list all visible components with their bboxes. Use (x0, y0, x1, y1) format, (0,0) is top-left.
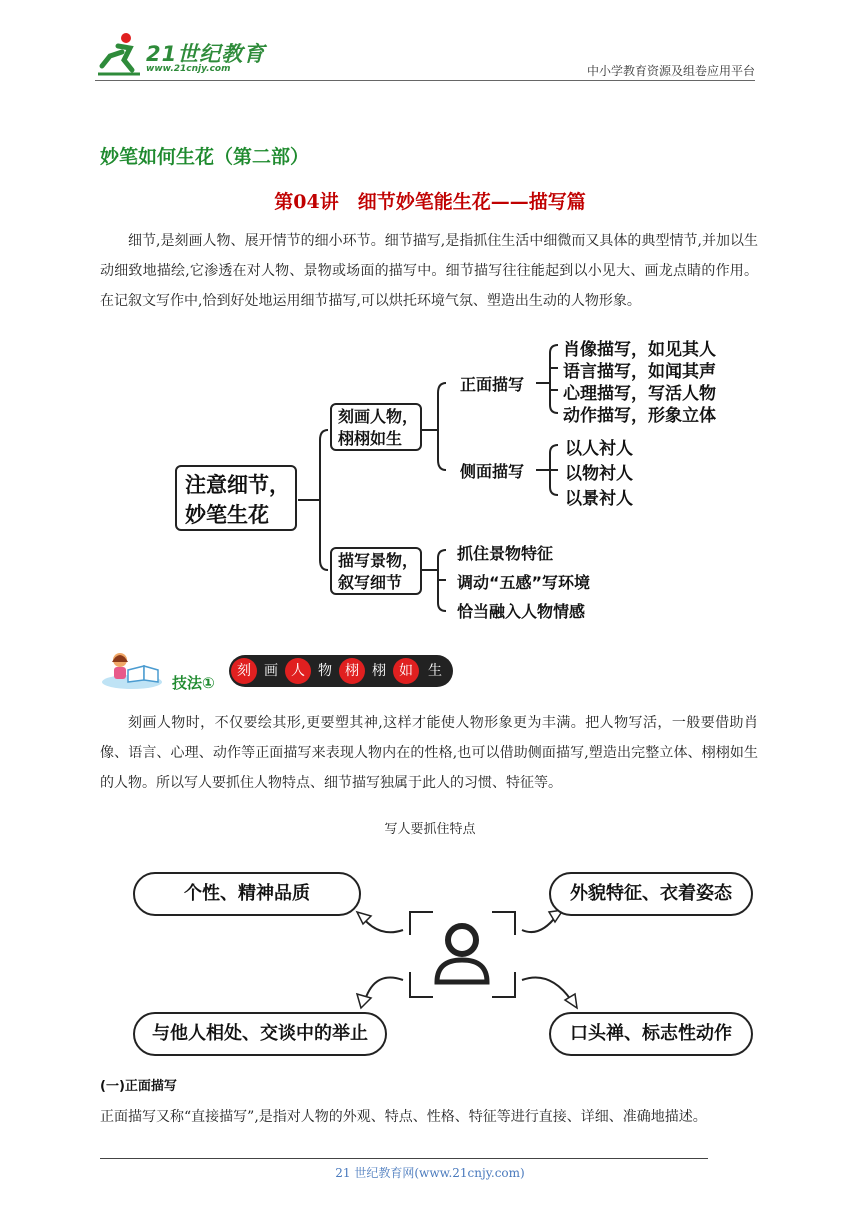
mindmap-branch-scene: 描写景物， 叙写细节 (330, 547, 422, 595)
mindmap-front: 正面描写 (460, 375, 525, 394)
mindmap-scene-item: 抓住景物特征 (457, 544, 554, 563)
lesson-title: 第04讲 细节妙笔能生花——描写篇 (274, 191, 586, 213)
technique-char: 栩 (366, 658, 392, 684)
technique-char: 画 (258, 658, 284, 684)
mindmap-detail (170, 335, 770, 625)
mindmap-scene-item: 调动“五感”写环境 (457, 573, 591, 592)
technique-char: 刻 (231, 658, 257, 684)
section-heading: (一)正面描写 (100, 1079, 177, 1094)
mindmap-side-item: 以景衬人 (565, 489, 633, 509)
mindmap-side-item: 以物衬人 (565, 464, 633, 484)
technique-char: 如 (393, 658, 419, 684)
character-traits-diagram (125, 860, 760, 1060)
technique-char: 生 (422, 658, 448, 684)
trait-catchphrase: 口头禅、标志性动作 (549, 1012, 753, 1056)
mindmap-front-item: 心理描写，写活人物 (563, 384, 716, 404)
trait-appearance: 外貌特征、衣着姿态 (549, 872, 753, 916)
header-divider (95, 80, 755, 81)
part-title: 妙笔如何生花（第二部） (100, 146, 310, 168)
figure-caption: 写人要抓住特点 (384, 822, 476, 837)
logo-text: 21世纪教育 (146, 42, 266, 66)
mindmap-side: 侧面描写 (460, 462, 525, 481)
logo-url: www.21cnjy.com (146, 64, 231, 74)
site-logo (96, 30, 266, 80)
mindmap-front-item: 动作描写，形象立体 (563, 406, 716, 426)
technique-char: 栩 (339, 658, 365, 684)
mindmap-front-item: 肖像描写，如见其人 (563, 340, 716, 360)
mindmap-branch-people: 刻画人物， 栩栩如生 (330, 403, 422, 451)
mindmap-front-item: 语言描写，如闻其声 (563, 362, 716, 382)
footer-text: 21 世纪教育网(www.21cnjy.com) (335, 1166, 525, 1180)
mindmap-scene-item: 恰当融入人物情感 (457, 602, 586, 621)
trait-interaction: 与他人相处、交谈中的举止 (133, 1012, 387, 1056)
technique-char: 人 (285, 658, 311, 684)
header-platform-text: 中小学教育资源及组卷应用平台 (586, 64, 755, 78)
technique-char: 物 (312, 658, 338, 684)
reading-girl-icon (100, 650, 165, 690)
technique-paragraph: 刻画人物时，不仅要绘其形,更要塑其神,这样才能使人物形象更为丰满。把人物写活，一般要借助肖像、语言、心理、动作等正面描写来表现人物内在的性格,也可以借助侧面描写,塑造出完整立体、栩栩如生的人物。所以写人要抓住人物特点、细节描写独属于此人的习惯、特征等。 (100, 715, 758, 791)
mindmap-root: 注意细节， 妙笔生花 (175, 465, 297, 531)
technique-label: 技法① (172, 674, 215, 692)
runner-logo-icon (96, 30, 146, 78)
mindmap-side-item: 以人衬人 (565, 439, 633, 459)
trait-personality: 个性、精神品质 (133, 872, 361, 916)
section-paragraph: 正面描写又称“直接描写”,是指对人物的外观、特点、性格、特征等进行直接、详细、准确地描述。 (100, 1109, 707, 1125)
technique-title-badges (229, 655, 453, 687)
footer-divider (100, 1158, 708, 1159)
intro-paragraph: 细节,是刻画人物、展开情节的细小环节。细节描写,是指抓住生活中细微而又具体的典型情节,并加以生动细致地描绘,它渗透在对人物、景物或场面的描写中。细节描写往往能起到以小见大、画龙点睛的作用。在记叙文写作中,恰到好处地运用细节描写,可以烘托环境气氛、塑造出生动的人物形象。 (100, 233, 758, 309)
